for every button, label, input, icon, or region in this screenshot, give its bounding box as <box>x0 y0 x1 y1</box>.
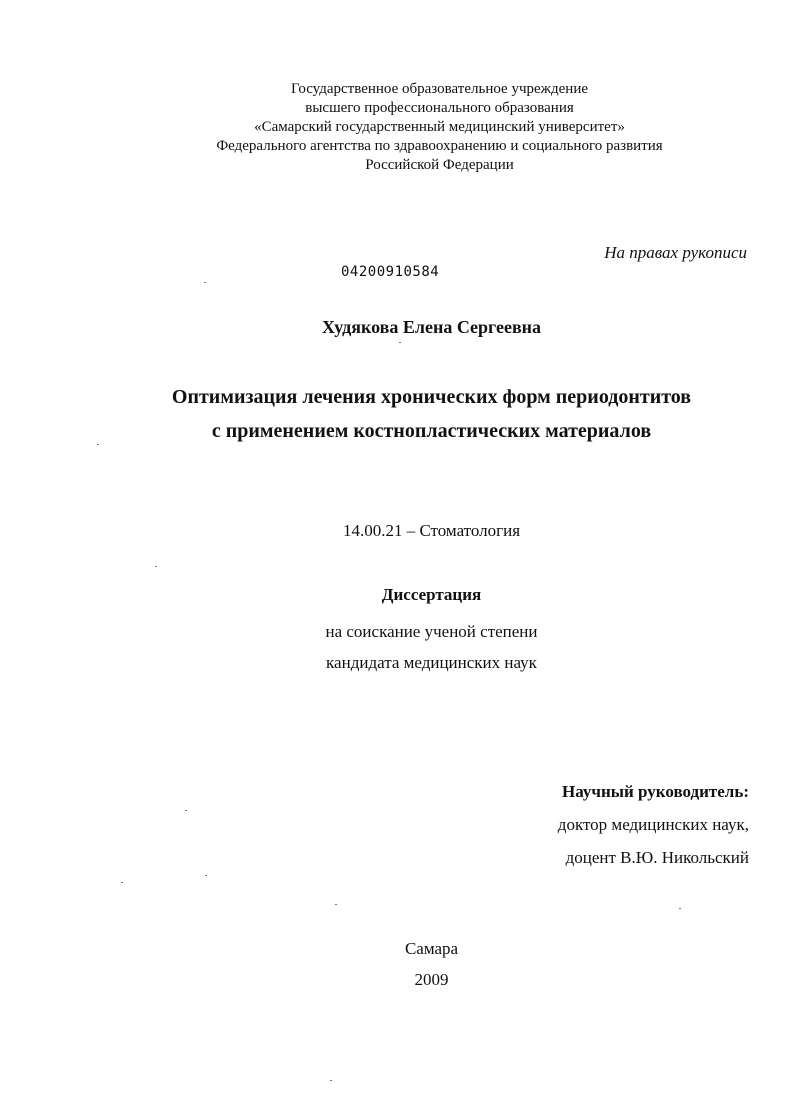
author-name: Худякова Елена Сергеевна <box>321 317 542 337</box>
supervisor-line: доцент В.Ю. Никольский <box>565 848 749 867</box>
city: Самара <box>404 939 459 958</box>
rights-note: На правах рукописи <box>604 243 747 262</box>
institution-line: Федерального агентства по здравоохранению и социального развития <box>216 138 663 154</box>
institution-line: Государственное образовательное учреждение <box>290 81 589 97</box>
title-line: с применением костнопластических материалов <box>211 420 652 442</box>
supervisor-heading: Научный руководитель: <box>562 782 749 801</box>
degree-line: кандидата медицинских наук <box>326 653 537 672</box>
institution-line: Российской Федерации <box>365 157 514 173</box>
institution-line: «Самарский государственный медицинский университет» <box>254 119 625 135</box>
specialty-code: 14.00.21 – Стоматология <box>342 521 521 540</box>
scan-speck <box>185 810 187 811</box>
dissertation-title <box>32 380 799 448</box>
place-year-block <box>32 933 799 995</box>
supervisor-line: доктор медицинских наук, <box>557 815 749 834</box>
scan-speck <box>155 566 157 567</box>
title-line: Оптимизация лечения хронических форм периодонтитов <box>171 386 692 408</box>
institution-block <box>40 80 799 175</box>
supervisor-block <box>558 775 749 874</box>
year: 2009 <box>414 970 449 989</box>
scan-speck <box>205 875 207 876</box>
scan-speck <box>204 282 206 283</box>
scan-speck <box>121 882 123 883</box>
work-type: Диссертация <box>381 585 482 604</box>
scan-speck <box>399 342 401 343</box>
degree-block <box>32 616 799 678</box>
degree-line: на соискание ученой степени <box>325 622 538 641</box>
scan-speck <box>335 904 337 905</box>
inventory-number-stamp: 04200910584 <box>341 264 440 280</box>
scan-speck <box>679 908 681 909</box>
institution-line: высшего профессионального образования <box>305 100 574 116</box>
scan-speck <box>330 1080 332 1081</box>
scan-speck <box>97 444 99 445</box>
